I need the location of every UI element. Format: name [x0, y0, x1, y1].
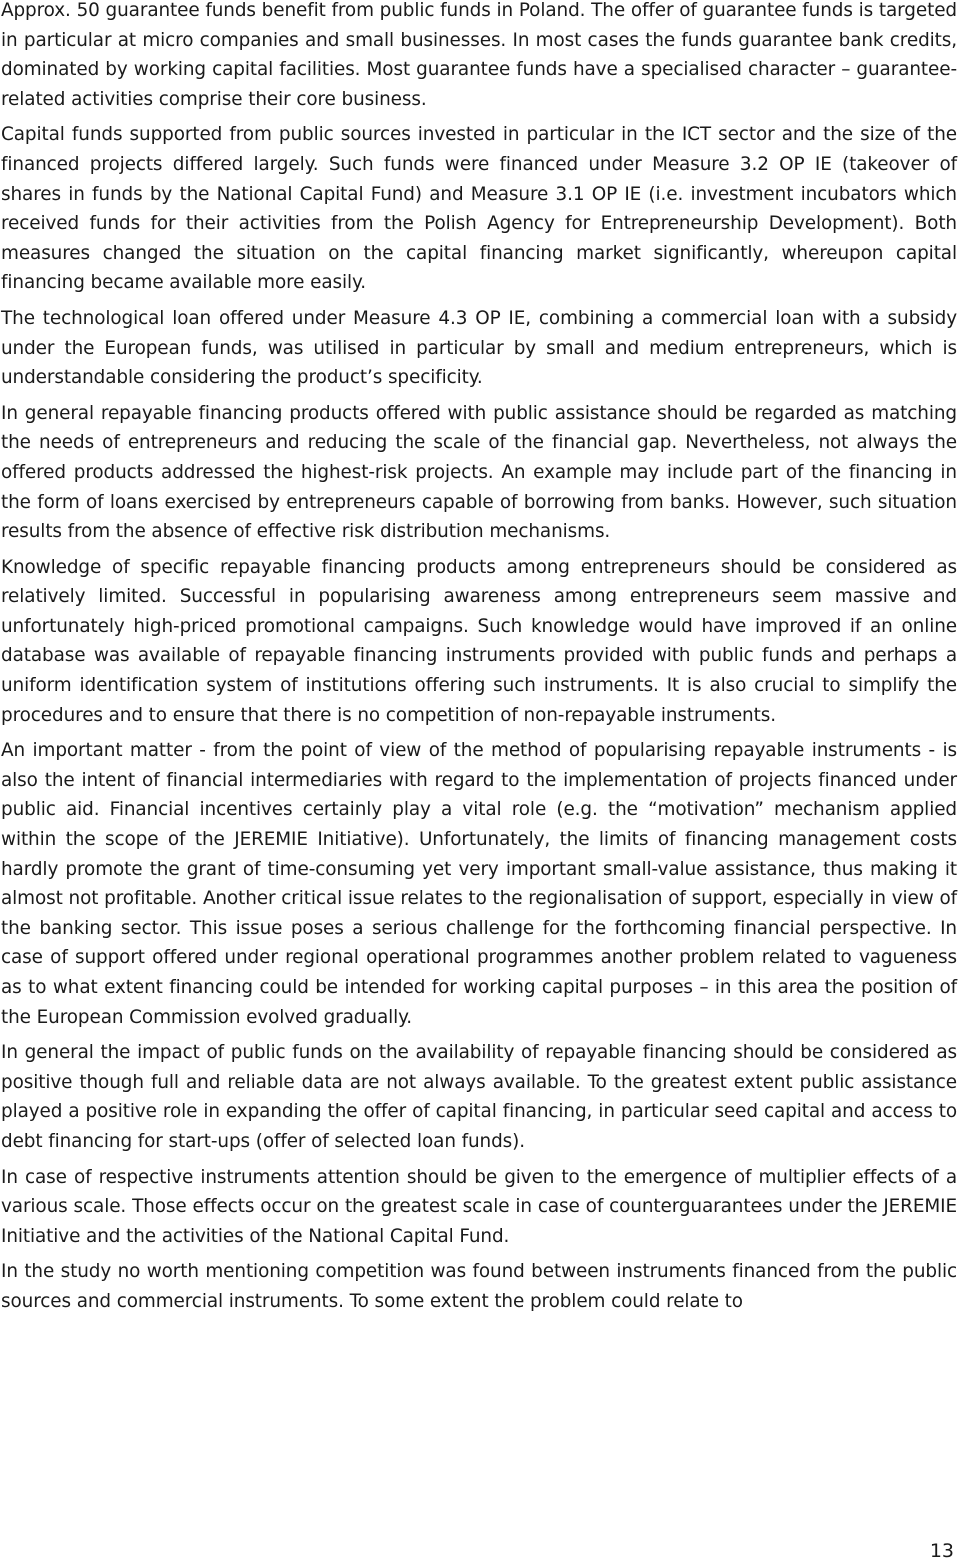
paragraph-technological-loan: The technological loan offered under Measure 4.3 OP IE, combining a commercial loan with a subsidy under the European funds, was utilised in particular by small and medium entrepreneurs, which is understandable considering the product’s specificity. — [1, 307, 957, 389]
paragraph-impact: In general the impact of public funds on the availability of repayable financing should be considered as positive though full and reliable data are not always available. To the greatest extent public assistance played a positive role in expanding the offer of capital financing, in particular seed capital and access to debt financing for start-ups (offer of selected loan funds). — [1, 1042, 957, 1152]
body-text — [1, 0, 957, 1323]
paragraph-repayable-products: In general repayable financing products offered with public assistance should be regarded as matching the needs of entrepreneurs and reducing the scale of the financial gap. Nevertheless, not always the offered products addressed the highest-risk projects. An example may include part of the financing in the form of loans exercised by entrepreneurs capable of borrowing from banks. However, such situation results from the absence of effective risk distribution mechanisms. — [1, 402, 957, 543]
paragraph-capital-funds: Capital funds supported from public sources invested in particular in the ICT sector and the size of the financed projects differed largely. Such funds were financed under Measure 3.2 OP IE (takeover of shares in funds by the National Capital Fund) and Measure 3.1 OP IE (i.e. investment incubators which received funds for their activities from the Polish Agency for Entrepreneurship Development). Both measures changed the situation on the capital financing market significantly, whereupon capital financing became available more easily. — [1, 124, 957, 294]
paragraph-intermediaries: An important matter - from the point of view of the method of popularising repayable instruments - is also the intent of financial intermediaries with regard to the implementation of projects financed under public aid. Financial incentives certainly play a vital role (e.g. the “motivation” mechanism applied within the scope of the JEREMIE Initiative). Unfortunately, the limits of financing management costs hardly promote the grant of time-consuming yet very important small-value assistance, thus making it almost not profitable. Another critical issue relates to the regionalisation of support, especially in view of the banking sector. This issue poses a serious challenge for the forthcoming financial perspective. In case of support offered under regional operational programmes another problem related to vagueness as to what extent financing could be intended for working capital purposes – in this area the position of the European Commission evolved gradually. — [1, 740, 957, 1028]
paragraph-guarantee-funds: Approx. 50 guarantee funds benefit from public funds in Poland. The offer of guarantee funds is targeted in particular at micro companies and small businesses. In most cases the funds guarantee bank credits, dominated by working capital facilities. Most guarantee funds have a specialised character – guarantee-related activities comprise their core business. — [1, 0, 957, 110]
paragraph-competition: In the study no worth mentioning competition was found between instruments financed from the public sources and commercial instruments. To some extent the problem could relate to — [1, 1261, 957, 1312]
page-number: 13 — [929, 1540, 954, 1562]
paragraph-multiplier-effects: In case of respective instruments attention should be given to the emergence of multiplier effects of a various scale. Those effects occur on the greatest scale in case of counterguarantees under the JEREMIE Initiative and the activities of the National Capital Fund. — [1, 1166, 957, 1247]
paragraph-knowledge: Knowledge of specific repayable financing products among entrepreneurs should be considered as relatively limited. Successful in popularising awareness among entrepreneurs seem massive and unfortunately high-priced promotional campaigns. Such knowledge would have improved if an online database was available of repayable financing instruments provided with public funds and perhaps a uniform identification system of institutions offering such instruments. It is also crucial to simplify the procedures and to ensure that there is no competition of non-repayable instruments. — [1, 556, 957, 726]
